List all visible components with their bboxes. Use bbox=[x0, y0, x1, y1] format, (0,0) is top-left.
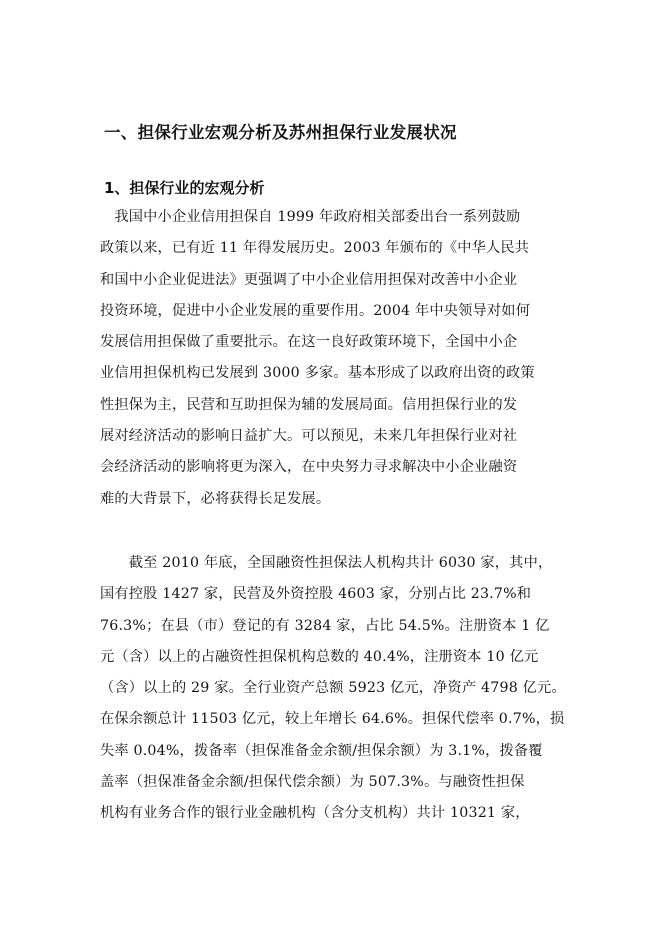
paragraph-line: 国有控股 1427 家，民营及外资控股 4603 家，分别占比 23.7%和 bbox=[100, 586, 532, 603]
paragraph-line: 元（含）以上的占融资性担保机构总数的 40.4%，注册资本 10 亿元 bbox=[100, 648, 539, 665]
paragraph-line: 投资环境，促进中小企业发展的重要作用。2004 年中央领导对如何 bbox=[100, 302, 531, 319]
paragraph-line: 性担保为主，民营和互助担保为辅的发展局面。信用担保行业的发 bbox=[100, 396, 518, 413]
paragraph-line: 截至 2010 年底，全国融资性担保法人机构共计 6030 家，其中， bbox=[100, 555, 553, 571]
paragraph-2 bbox=[100, 548, 580, 830]
paragraph-line: 和国中小企业促进法》更强调了中小企业信用担保对改善中小企业 bbox=[100, 271, 518, 288]
paragraph-line: 机构有业务合作的银行业金融机构（含分支机构）共计 10321 家， bbox=[100, 805, 530, 822]
paragraph-line: 在保余额总计 11503 亿元，较上年增长 64.6%。担保代偿率 0.7%，损 bbox=[100, 711, 565, 728]
paragraph-line: 盖率（担保准备金余额/担保代偿余额）为 507.3%。与融资性担保 bbox=[100, 774, 525, 791]
paragraph-1 bbox=[100, 202, 580, 515]
paragraph-line: 我国中小企业信用担保自 1999 年政府相关部委出台一系列鼓励 bbox=[100, 209, 521, 225]
paragraph-line: 失率 0.04%，拨备率（担保准备金余额/担保余额）为 3.1%，拨备覆 bbox=[100, 742, 543, 759]
paragraph-line: 76.3%；在县（市）登记的有 3284 家，占比 54.5%。注册资本 1 亿 bbox=[100, 617, 550, 634]
section-heading: 一、担保行业宏观分析及苏州担保行业发展状况 bbox=[104, 123, 457, 142]
paragraph-line: （含）以上的 29 家。全行业资产总额 5923 亿元，净资产 4798 亿元。 bbox=[100, 680, 566, 697]
paragraph-line: 难的大背景下，必将获得长足发展。 bbox=[100, 490, 331, 507]
paragraph-line: 发展信用担保做了重要批示。在这一良好政策环境下，全国中小企 bbox=[100, 334, 518, 351]
paragraph-line: 展对经济活动的影响日益扩大。可以预见，未来几年担保行业对社 bbox=[100, 428, 518, 445]
paragraph-line: 会经济活动的影响将更为深入，在中央努力寻求解决中小企业融资 bbox=[100, 459, 518, 476]
paragraph-line: 政策以来，已有近 11 年得发展历史。2003 年颁布的《中华人民共 bbox=[100, 240, 530, 257]
subsection-heading: 1、担保行业的宏观分析 bbox=[104, 179, 265, 197]
paragraph-line: 业信用担保机构已发展到 3000 多家。基本形成了以政府出资的政策 bbox=[100, 365, 535, 382]
